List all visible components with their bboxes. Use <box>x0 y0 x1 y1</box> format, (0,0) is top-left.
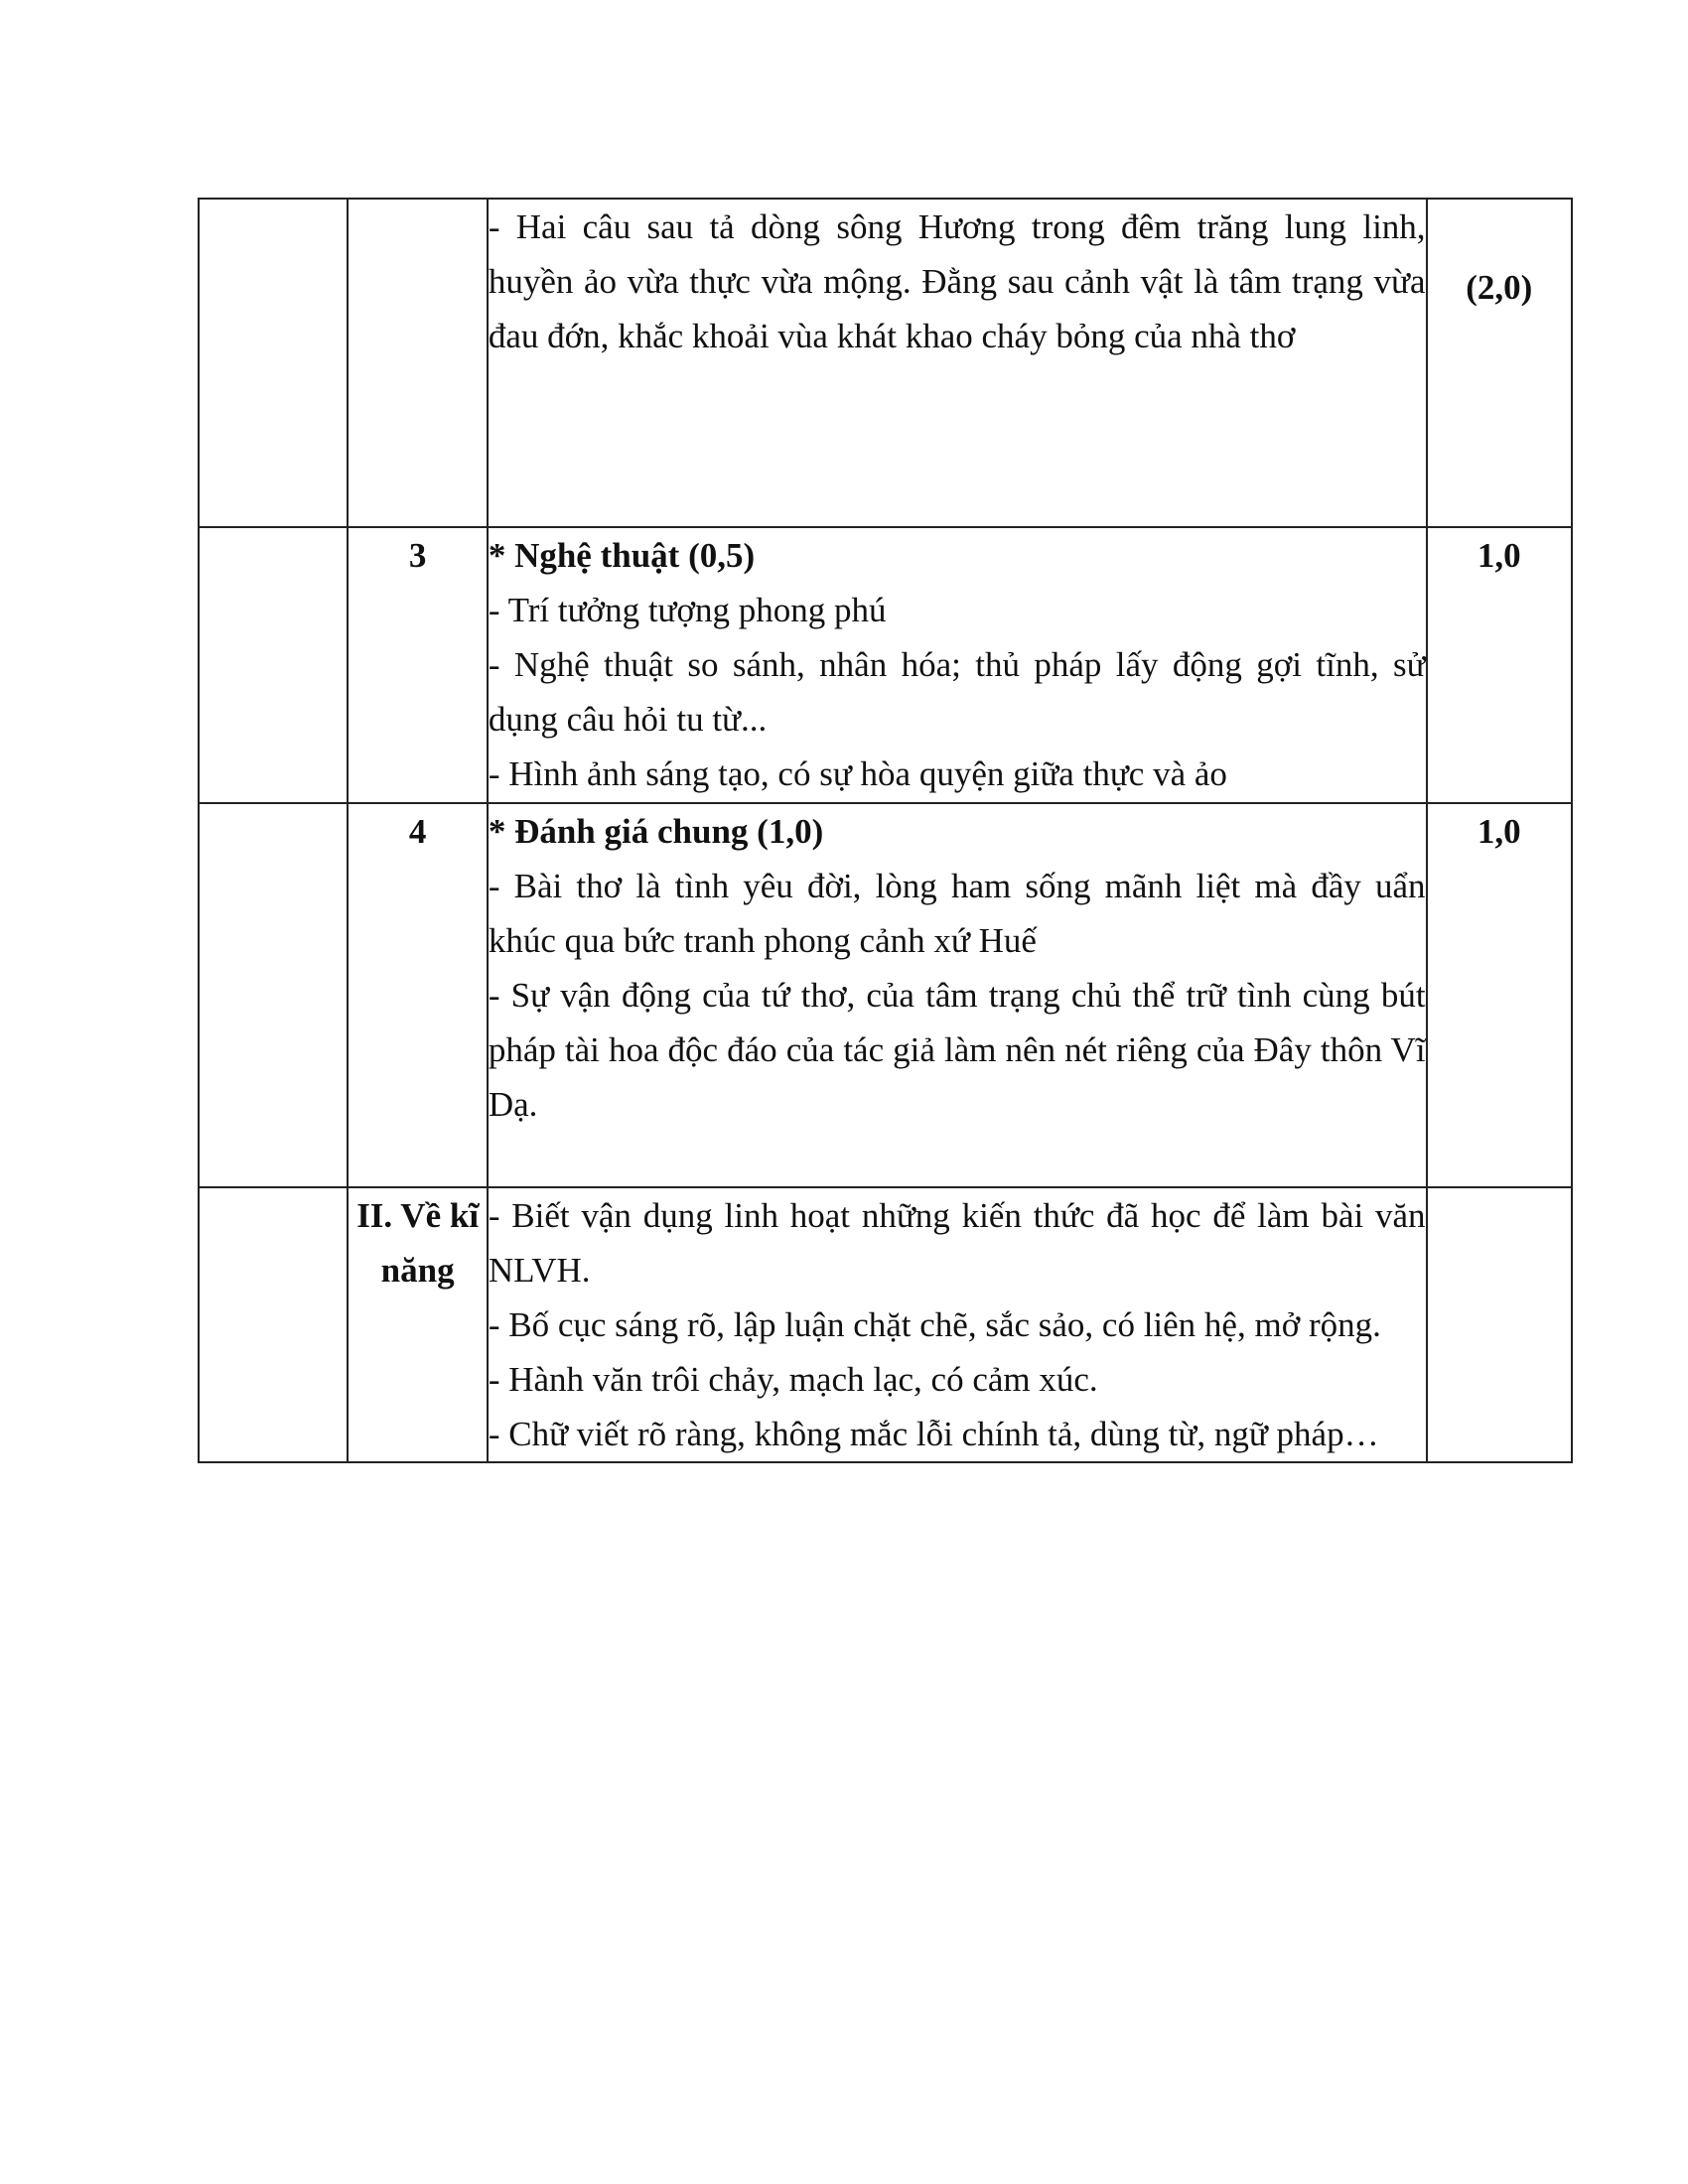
criterion-heading: * Đánh giá chung (1,0) <box>488 812 824 851</box>
section-cell <box>199 527 348 803</box>
item-number-cell: 3 <box>348 527 487 803</box>
content-line: - Hai câu sau tả dòng sông Hương trong đêm trăng lung linh, huyền ảo vừa thực vừa mộng. Đằng sau cảnh vật là tâm trạng vừa đau đớn, khắc khoải vùa khát khao cháy bỏng của nhà thơ <box>488 207 1426 355</box>
content-cell <box>488 199 1427 527</box>
item-number-cell <box>348 199 487 527</box>
content-line: - Bố cục sáng rõ, lập luận chặt chẽ, sắc sảo, có liên hệ, mở rộng. <box>488 1305 1381 1344</box>
score-cell: 1,0 <box>1427 803 1572 1187</box>
section-heading-cell: II. Về kĩ năng <box>348 1187 487 1462</box>
content-line: - Hành văn trôi chảy, mạch lạc, có cảm xúc. <box>488 1360 1098 1399</box>
content-line: - Bài thơ là tình yêu đời, lòng ham sống mãnh liệt mà đầy uẩn khúc qua bức tranh phong cảnh xứ Huế <box>488 867 1426 960</box>
table-row <box>199 1187 1572 1462</box>
score-cell: 1,0 <box>1427 527 1572 803</box>
section-cell <box>199 199 348 527</box>
section-cell <box>199 1187 348 1462</box>
table-row <box>199 527 1572 803</box>
content-cell <box>488 1187 1427 1462</box>
grading-rubric-table <box>198 198 1573 1463</box>
score-cell <box>1427 1187 1572 1462</box>
section-cell <box>199 803 348 1187</box>
content-line: - Biết vận dụng linh hoạt những kiến thức đã học để làm bài văn NLVH. <box>488 1196 1426 1290</box>
content-line: - Hình ảnh sáng tạo, có sự hòa quyện giữa thực và ảo <box>488 754 1227 793</box>
table-row <box>199 199 1572 527</box>
content-line: - Sự vận động của tứ thơ, của tâm trạng chủ thể trữ tình cùng bút pháp tài hoa độc đáo của tác giả làm nên nét riêng của Đây thôn Vĩ Dạ. <box>488 976 1426 1124</box>
content-line: - Trí tưởng tượng phong phú <box>488 591 887 629</box>
table-row <box>199 803 1572 1187</box>
content-line: - Chữ viết rõ ràng, không mắc lỗi chính tả, dùng từ, ngữ pháp… <box>488 1415 1379 1453</box>
score-cell: (2,0) <box>1427 199 1572 527</box>
item-number-cell: 4 <box>348 803 487 1187</box>
content-line: - Nghệ thuật so sánh, nhân hóa; thủ pháp lấy động gợi tĩnh, sử dụng câu hỏi tu từ... <box>488 645 1426 739</box>
content-cell <box>488 803 1427 1187</box>
content-cell <box>488 527 1427 803</box>
criterion-heading: * Nghệ thuật (0,5) <box>488 536 756 575</box>
